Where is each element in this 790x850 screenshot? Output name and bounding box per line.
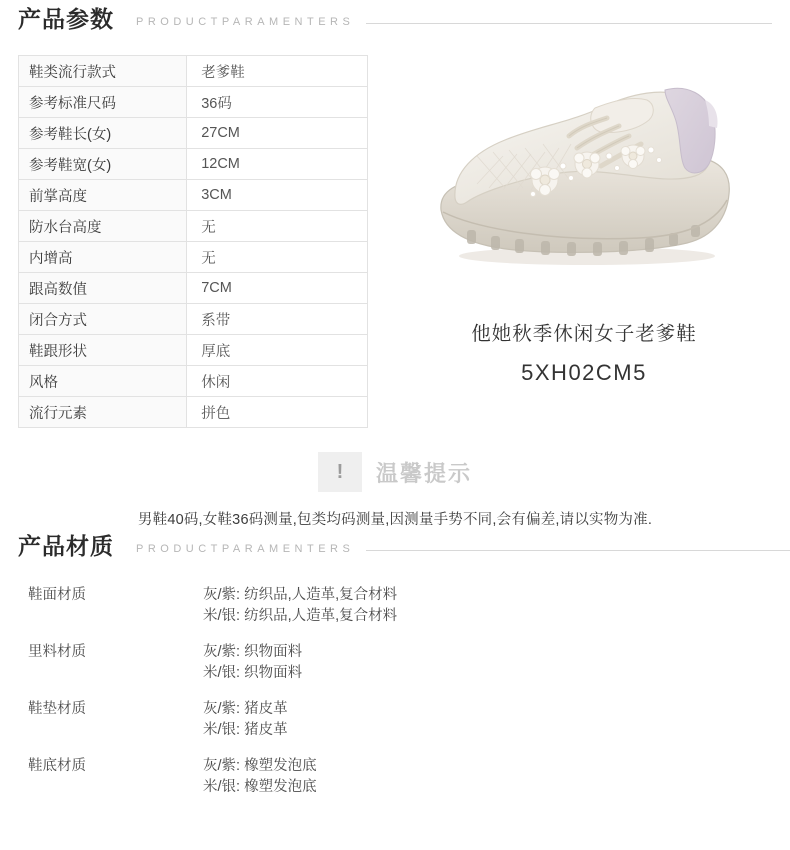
table-row: [19, 56, 368, 87]
param-key: 闭合方式: [19, 304, 187, 335]
param-value: 12CM: [187, 149, 368, 180]
param-value: 拼色: [187, 397, 368, 428]
param-key: 前掌高度: [19, 180, 187, 211]
material-value: 米/银: 织物面料: [203, 665, 303, 681]
param-key: 鞋类流行款式: [19, 56, 187, 87]
param-value: 7CM: [187, 273, 368, 304]
param-value: 系带: [187, 304, 368, 335]
material-title-divider: [366, 550, 790, 551]
table-row: [19, 180, 368, 211]
params-table-wrap: [18, 55, 388, 428]
param-key: 参考鞋宽(女): [19, 149, 187, 180]
table-row: [19, 397, 368, 428]
tips-block: [0, 452, 790, 529]
table-row: [19, 304, 368, 335]
product-name: 他她秋季休闲女子老爹鞋: [471, 323, 697, 345]
table-row: [18, 692, 772, 749]
params-title-en: PRODUCTPARAMENTERS: [136, 16, 355, 28]
material-key: 鞋垫材质: [28, 701, 86, 717]
material-values: [203, 585, 772, 627]
table-row: [19, 242, 368, 273]
material-values: [203, 642, 772, 684]
table-row: [19, 211, 368, 242]
param-key: 防水台高度: [19, 211, 187, 242]
table-row: [19, 273, 368, 304]
param-value: 休闲: [187, 366, 368, 397]
param-key: 参考标准尺码: [19, 87, 187, 118]
param-value: 27CM: [187, 118, 368, 149]
params-table: [18, 55, 368, 428]
table-row: [18, 749, 772, 806]
material-value: 灰/紫: 纺织品,人造革,复合材料: [203, 587, 398, 603]
table-row: [19, 118, 368, 149]
param-key: 流行元素: [19, 397, 187, 428]
material-value: 米/银: 猪皮革: [203, 722, 288, 738]
material-value: 灰/紫: 橡塑发泡底: [203, 758, 317, 774]
table-row: [19, 87, 368, 118]
material-value: 灰/紫: 织物面料: [203, 644, 303, 660]
table-row: [18, 578, 772, 635]
material-value: 米/银: 橡塑发泡底: [203, 779, 317, 795]
params-title-cn: 产品参数: [18, 6, 114, 32]
param-key: 风格: [19, 366, 187, 397]
param-value: 3CM: [187, 180, 368, 211]
material-section-header: [0, 535, 790, 558]
material-values: [203, 756, 772, 798]
product-code: 5XH02CM5: [521, 360, 647, 385]
product-panel: [395, 60, 773, 386]
material-key: 鞋面材质: [28, 587, 86, 603]
tips-header: [318, 452, 472, 492]
material-title-cn: 产品材质: [18, 533, 114, 559]
table-row: [19, 149, 368, 180]
param-key: 参考鞋长(女): [19, 118, 187, 149]
params-title-divider: [366, 23, 772, 24]
params-section-header: [0, 8, 790, 31]
param-value: 无: [187, 211, 368, 242]
product-image: [404, 60, 764, 310]
table-row: [18, 635, 772, 692]
tips-text: 男鞋40码,女鞋36码测量,包类均码测量,因测量手势不同,会有偏差,请以实物为准.: [137, 512, 653, 528]
material-key: 鞋底材质: [28, 758, 86, 774]
param-value: 无: [187, 242, 368, 273]
tips-title: 温馨提示: [375, 460, 472, 486]
material-values: [203, 699, 772, 741]
param-value: 厚底: [187, 335, 368, 366]
exclamation-icon: !: [318, 452, 362, 492]
param-key: 鞋跟形状: [19, 335, 187, 366]
param-value: 36码: [187, 87, 368, 118]
material-table: [18, 578, 772, 806]
material-value: 米/银: 纺织品,人造革,复合材料: [203, 608, 398, 624]
param-key: 内增高: [19, 242, 187, 273]
material-title-en: PRODUCTPARAMENTERS: [136, 543, 355, 555]
material-key: 里料材质: [28, 644, 86, 660]
param-value: 老爹鞋: [187, 56, 368, 87]
table-row: [19, 366, 368, 397]
table-row: [19, 335, 368, 366]
material-value: 灰/紫: 猪皮革: [203, 701, 288, 717]
param-key: 跟高数值: [19, 273, 187, 304]
